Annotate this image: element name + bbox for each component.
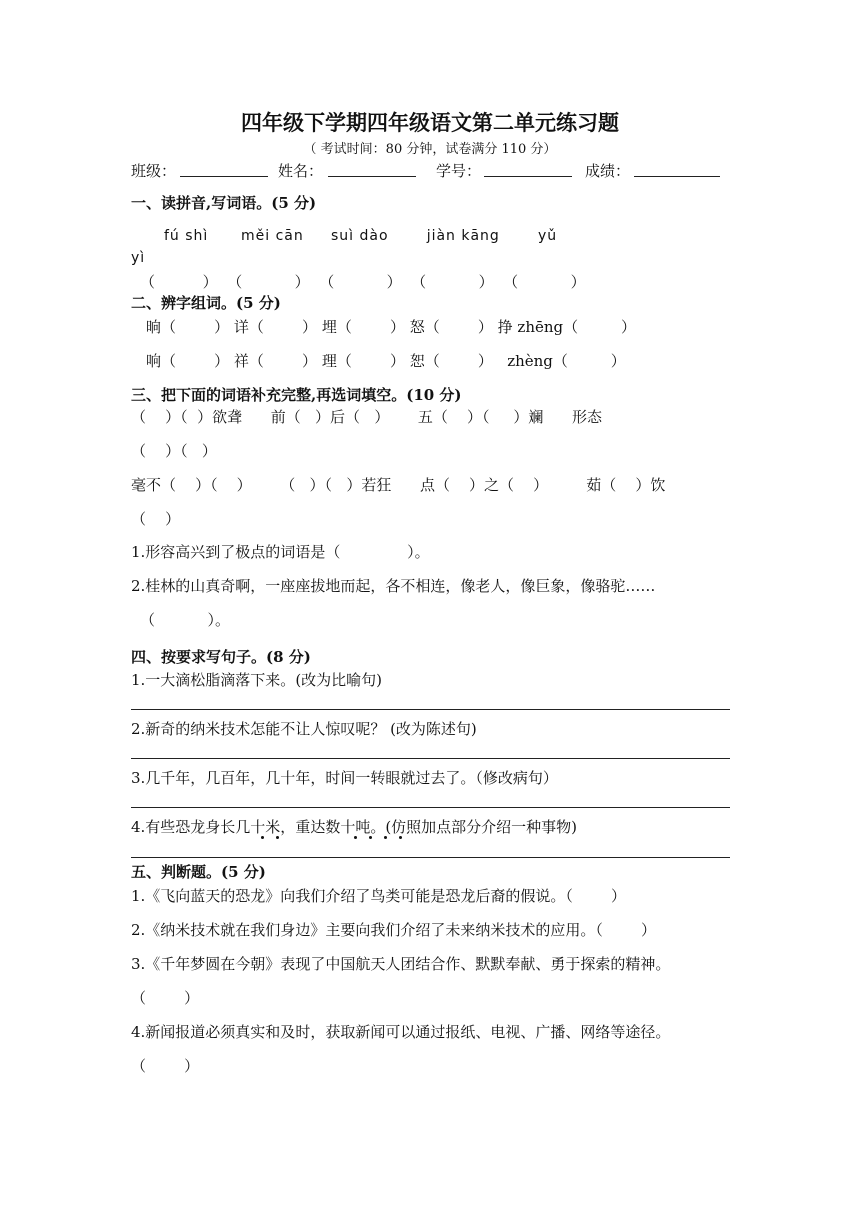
class-label: 班级： <box>131 162 177 180</box>
section1-heading: 一、读拼音,写词语。(5 分) <box>131 194 317 212</box>
rewrite-question-2: 2.新奇的纳米技术怎能不让人惊叹呢？ (改为陈述句) <box>131 720 477 738</box>
section3-heading: 三、把下面的词语补充完整,再选词填空。(10 分) <box>131 386 462 404</box>
score-field[interactable] <box>634 176 720 177</box>
idiom-row-1-wrap[interactable]: （ ）（ ） <box>131 442 217 460</box>
judge-question-4: 4.新闻报道必须真实和及时，获取新闻可以通过报纸、电视、广播、网络等途径。 <box>131 1023 671 1041</box>
answer-line-3[interactable] <box>131 807 730 808</box>
pinyin-row-wrap: yì <box>131 250 146 266</box>
idiom-row-1[interactable]: （ ）（ ）欲聋 前（ ）后（ ） 五（ ）（ ）斓 形态 <box>131 408 602 426</box>
emphasis-dot <box>261 836 264 839</box>
fill-question-2: 2.桂林的山真奇啊，一座座拔地而起，各不相连，像老人，像巨象，像骆驼…… <box>131 577 656 595</box>
judge-question-3: 3.《千年梦圆在今朝》表现了中国航天人团结合作、默默奉献、勇于探索的精神。 <box>131 955 671 973</box>
student-id-label: 学号： <box>436 162 482 180</box>
idiom-row-2-wrap[interactable]: （ ） <box>131 510 181 528</box>
name-label: 姓名： <box>278 162 324 180</box>
section5-heading: 五、判断题。(5 分) <box>131 863 266 881</box>
emphasis-dot <box>384 836 387 839</box>
char-pair-row-1[interactable]: 晌（ ） 详（ ） 埋（ ） 怒（ ） 挣 zhēng（ ） <box>146 318 637 336</box>
rewrite-question-4: 4.有些恐龙身长几十米，重达数十吨。(仿照加点部分介绍一种事物) <box>131 818 578 836</box>
char-pair-row-2[interactable]: 响（ ） 祥（ ） 理（ ） 恕（ ） zhèng（ ） <box>146 352 626 370</box>
judge-question-1[interactable]: 1.《飞向蓝天的恐龙》向我们介绍了鸟类可能是恐龙后裔的假说。（ ） <box>131 887 626 905</box>
judge-question-3-blank[interactable]: （ ） <box>131 989 200 1007</box>
class-field[interactable] <box>180 176 268 177</box>
judge-question-2[interactable]: 2.《纳米技术就在我们身边》主要向我们介绍了未来纳米技术的应用。（ ） <box>131 921 656 939</box>
score-label: 成绩： <box>585 162 631 180</box>
name-field[interactable] <box>328 176 416 177</box>
pinyin-row: fú shì měi cān suì dào jiàn kāng yǔ <box>164 228 558 244</box>
emphasis-dot <box>369 836 372 839</box>
answer-line-2[interactable] <box>131 758 730 759</box>
page-title: 四年级下学期四年级语文第二单元练习题 <box>241 110 619 135</box>
emphasis-dot <box>276 836 279 839</box>
section4-heading: 四、按要求写句子。(8 分) <box>131 648 311 666</box>
fill-question-2-blank[interactable]: （ ）。 <box>140 611 230 629</box>
rewrite-question-1: 1.一大滴松脂滴落下来。(改为比喻句) <box>131 671 383 689</box>
rewrite-question-3: 3.几千年，几百年，几十年，时间一转眼就过去了。（修改病句） <box>131 769 558 787</box>
answer-blanks-row[interactable]: （ ） （ ） （ ） （ ） （ ） <box>140 273 586 291</box>
emphasis-dot <box>399 836 402 839</box>
exam-subtitle: （ 考试时间：80 分钟，试卷满分 110 分） <box>303 142 557 157</box>
section2-heading: 二、辨字组词。(5 分) <box>131 294 281 312</box>
idiom-row-2[interactable]: 毫不（ ）（ ） （ ）（ ）若狂 点（ ）之（ ） 茹（ ）饮 <box>131 476 666 494</box>
answer-line-1[interactable] <box>131 709 730 710</box>
emphasis-dot <box>354 836 357 839</box>
fill-question-1[interactable]: 1.形容高兴到了极点的词语是（ ）。 <box>131 543 430 561</box>
judge-question-4-blank[interactable]: （ ） <box>131 1057 200 1075</box>
answer-line-4[interactable] <box>131 857 730 858</box>
student-id-field[interactable] <box>484 176 572 177</box>
